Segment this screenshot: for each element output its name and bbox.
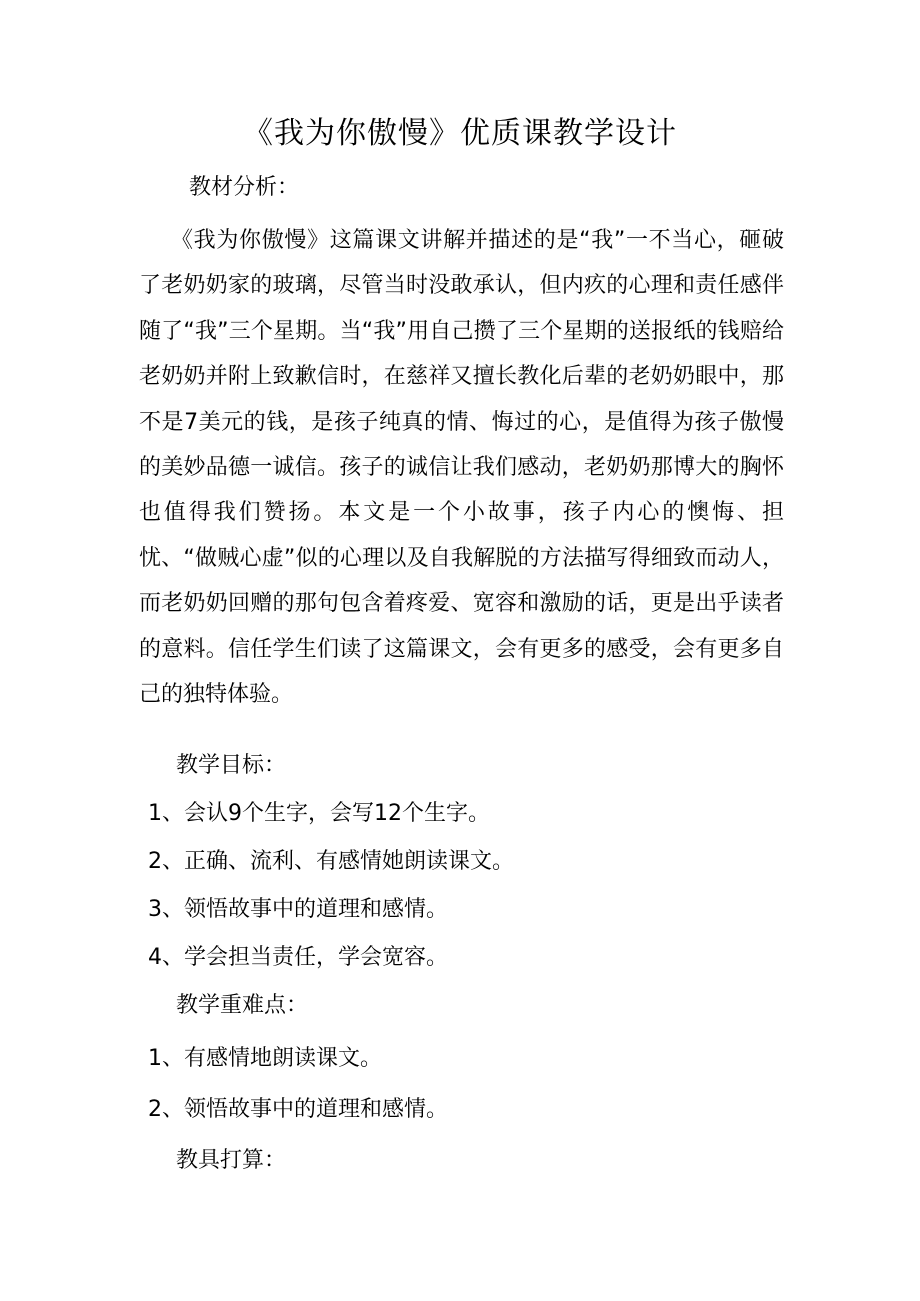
tools-heading: 教具打算： bbox=[176, 1148, 287, 1173]
goal-item: 2、正确、流利、有感情她朗读课文。 bbox=[148, 849, 514, 874]
goal-item: 4、学会担当责任，学会宽容。 bbox=[148, 945, 448, 970]
keypoint-item: 2、领悟故事中的道理和感情。 bbox=[148, 1097, 448, 1122]
analysis-heading: 教材分析： bbox=[189, 175, 300, 200]
goal-item: 1、会认9个生字，会写12个生字。 bbox=[148, 801, 490, 826]
keypoints-heading: 教学重难点： bbox=[176, 993, 309, 1018]
keypoint-item: 1、有感情地朗读课文。 bbox=[148, 1046, 382, 1071]
goals-heading: 教学目标： bbox=[176, 753, 287, 778]
analysis-paragraph: 《我为你傲慢》这篇课文讲解并描述的是“我”一不当心，砸破了老奶奶家的玻璃，尽管当时没敢承认，但内疚的心理和责任感伴随了“我”三个星期。当“我”用自己攒了三个星期的送报纸的钱赔给老奶奶并附上致歉信时，在慈祥又擅长教化后辈的老奶奶眼中，那不是7美元的钱，是孩子纯真的情、悔过的心，是值得为孩子傲慢的美妙品德一诚信。孩子的诚信让我们感动，老奶奶那博大的胸怀也值得我们赞扬。本文是一个小故事，孩子内心的懊悔、担忧、“做贼心虚”似的心理以及自我解脱的方法描写得细致而动人，而老奶奶回赠的那句包含着疼爱、宽容和激励的话，更是出乎读者的意料。信任学生们读了这篇课文，会有更多的感受，会有更多自己的独特体验。 bbox=[139, 228, 784, 708]
goal-item: 3、领悟故事中的道理和感情。 bbox=[148, 897, 448, 922]
document-title: 《我为你傲慢》优质课教学设计 bbox=[243, 116, 677, 151]
